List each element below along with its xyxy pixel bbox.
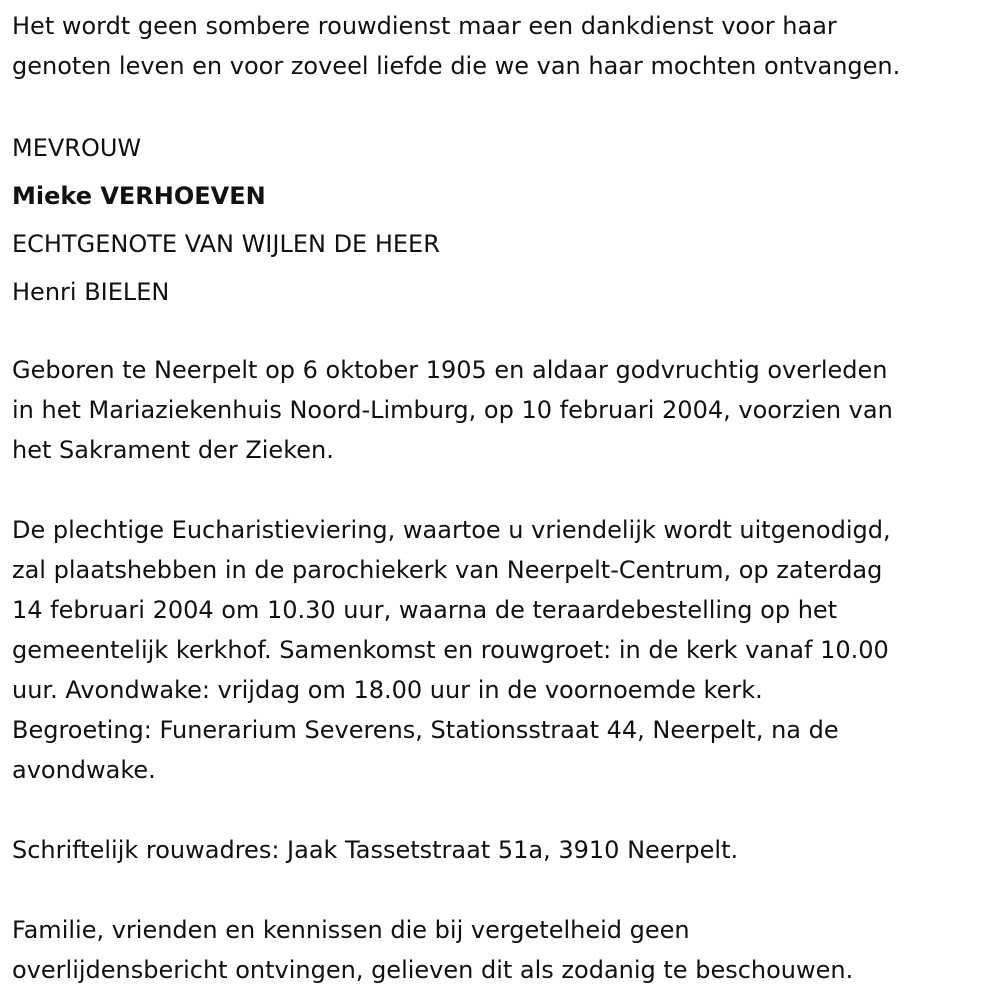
text-line: genoten leven en voor zoveel liefde die we van haar mochten ontvangen. <box>12 52 901 80</box>
text-line: Het wordt geen sombere rouwdienst maar een dankdienst voor haar <box>12 12 837 40</box>
text-line: gemeentelijk kerkhof. Samenkomst en rouwgroet: in de kerk vanaf 10.00 <box>12 636 889 664</box>
text-line: avondwake. <box>12 756 156 784</box>
birth-paragraph <box>12 350 1000 470</box>
text-line: Schriftelijk rouwadres: Jaak Tassetstraat 51a, 3910 Neerpelt. <box>12 836 739 864</box>
spouse-name: Henri BIELEN <box>12 278 170 306</box>
text-line: Begroeting: Funerarium Severens, Stationsstraat 44, Neerpelt, na de <box>12 716 839 744</box>
text-line: Familie, vrienden en kennissen die bij vergetelheid geen <box>12 916 690 944</box>
closing-paragraph <box>12 910 1000 990</box>
address-paragraph <box>12 830 1000 870</box>
relation-line: ECHTGENOTE VAN WIJLEN DE HEER <box>12 230 440 258</box>
intro-paragraph <box>12 6 1000 86</box>
text-line: uur. Avondwake: vrijdag om 18.00 uur in de voornoemde kerk. <box>12 676 763 704</box>
text-line: het Sakrament der Zieken. <box>12 436 334 464</box>
text-line: De plechtige Eucharistieviering, waartoe u vriendelijk wordt uitgenodigd, <box>12 516 891 544</box>
deceased-name: Mieke VERHOEVEN <box>12 182 266 210</box>
text-line: 14 februari 2004 om 10.30 uur, waarna de teraardebestelling op het <box>12 596 838 624</box>
text-line: zal plaatshebben in de parochiekerk van Neerpelt-Centrum, op zaterdag <box>12 556 883 584</box>
title-line: MEVROUW <box>12 134 142 162</box>
text-line: Geboren te Neerpelt op 6 oktober 1905 en aldaar godvruchtig overleden <box>12 356 888 384</box>
text-line: overlijdensbericht ontvingen, gelieven dit als zodanig te beschouwen. <box>12 956 854 984</box>
deceased-header <box>12 124 1000 316</box>
ceremony-paragraph <box>12 510 1000 790</box>
text-line: in het Mariaziekenhuis Noord-Limburg, op 10 februari 2004, voorzien van <box>12 396 893 424</box>
